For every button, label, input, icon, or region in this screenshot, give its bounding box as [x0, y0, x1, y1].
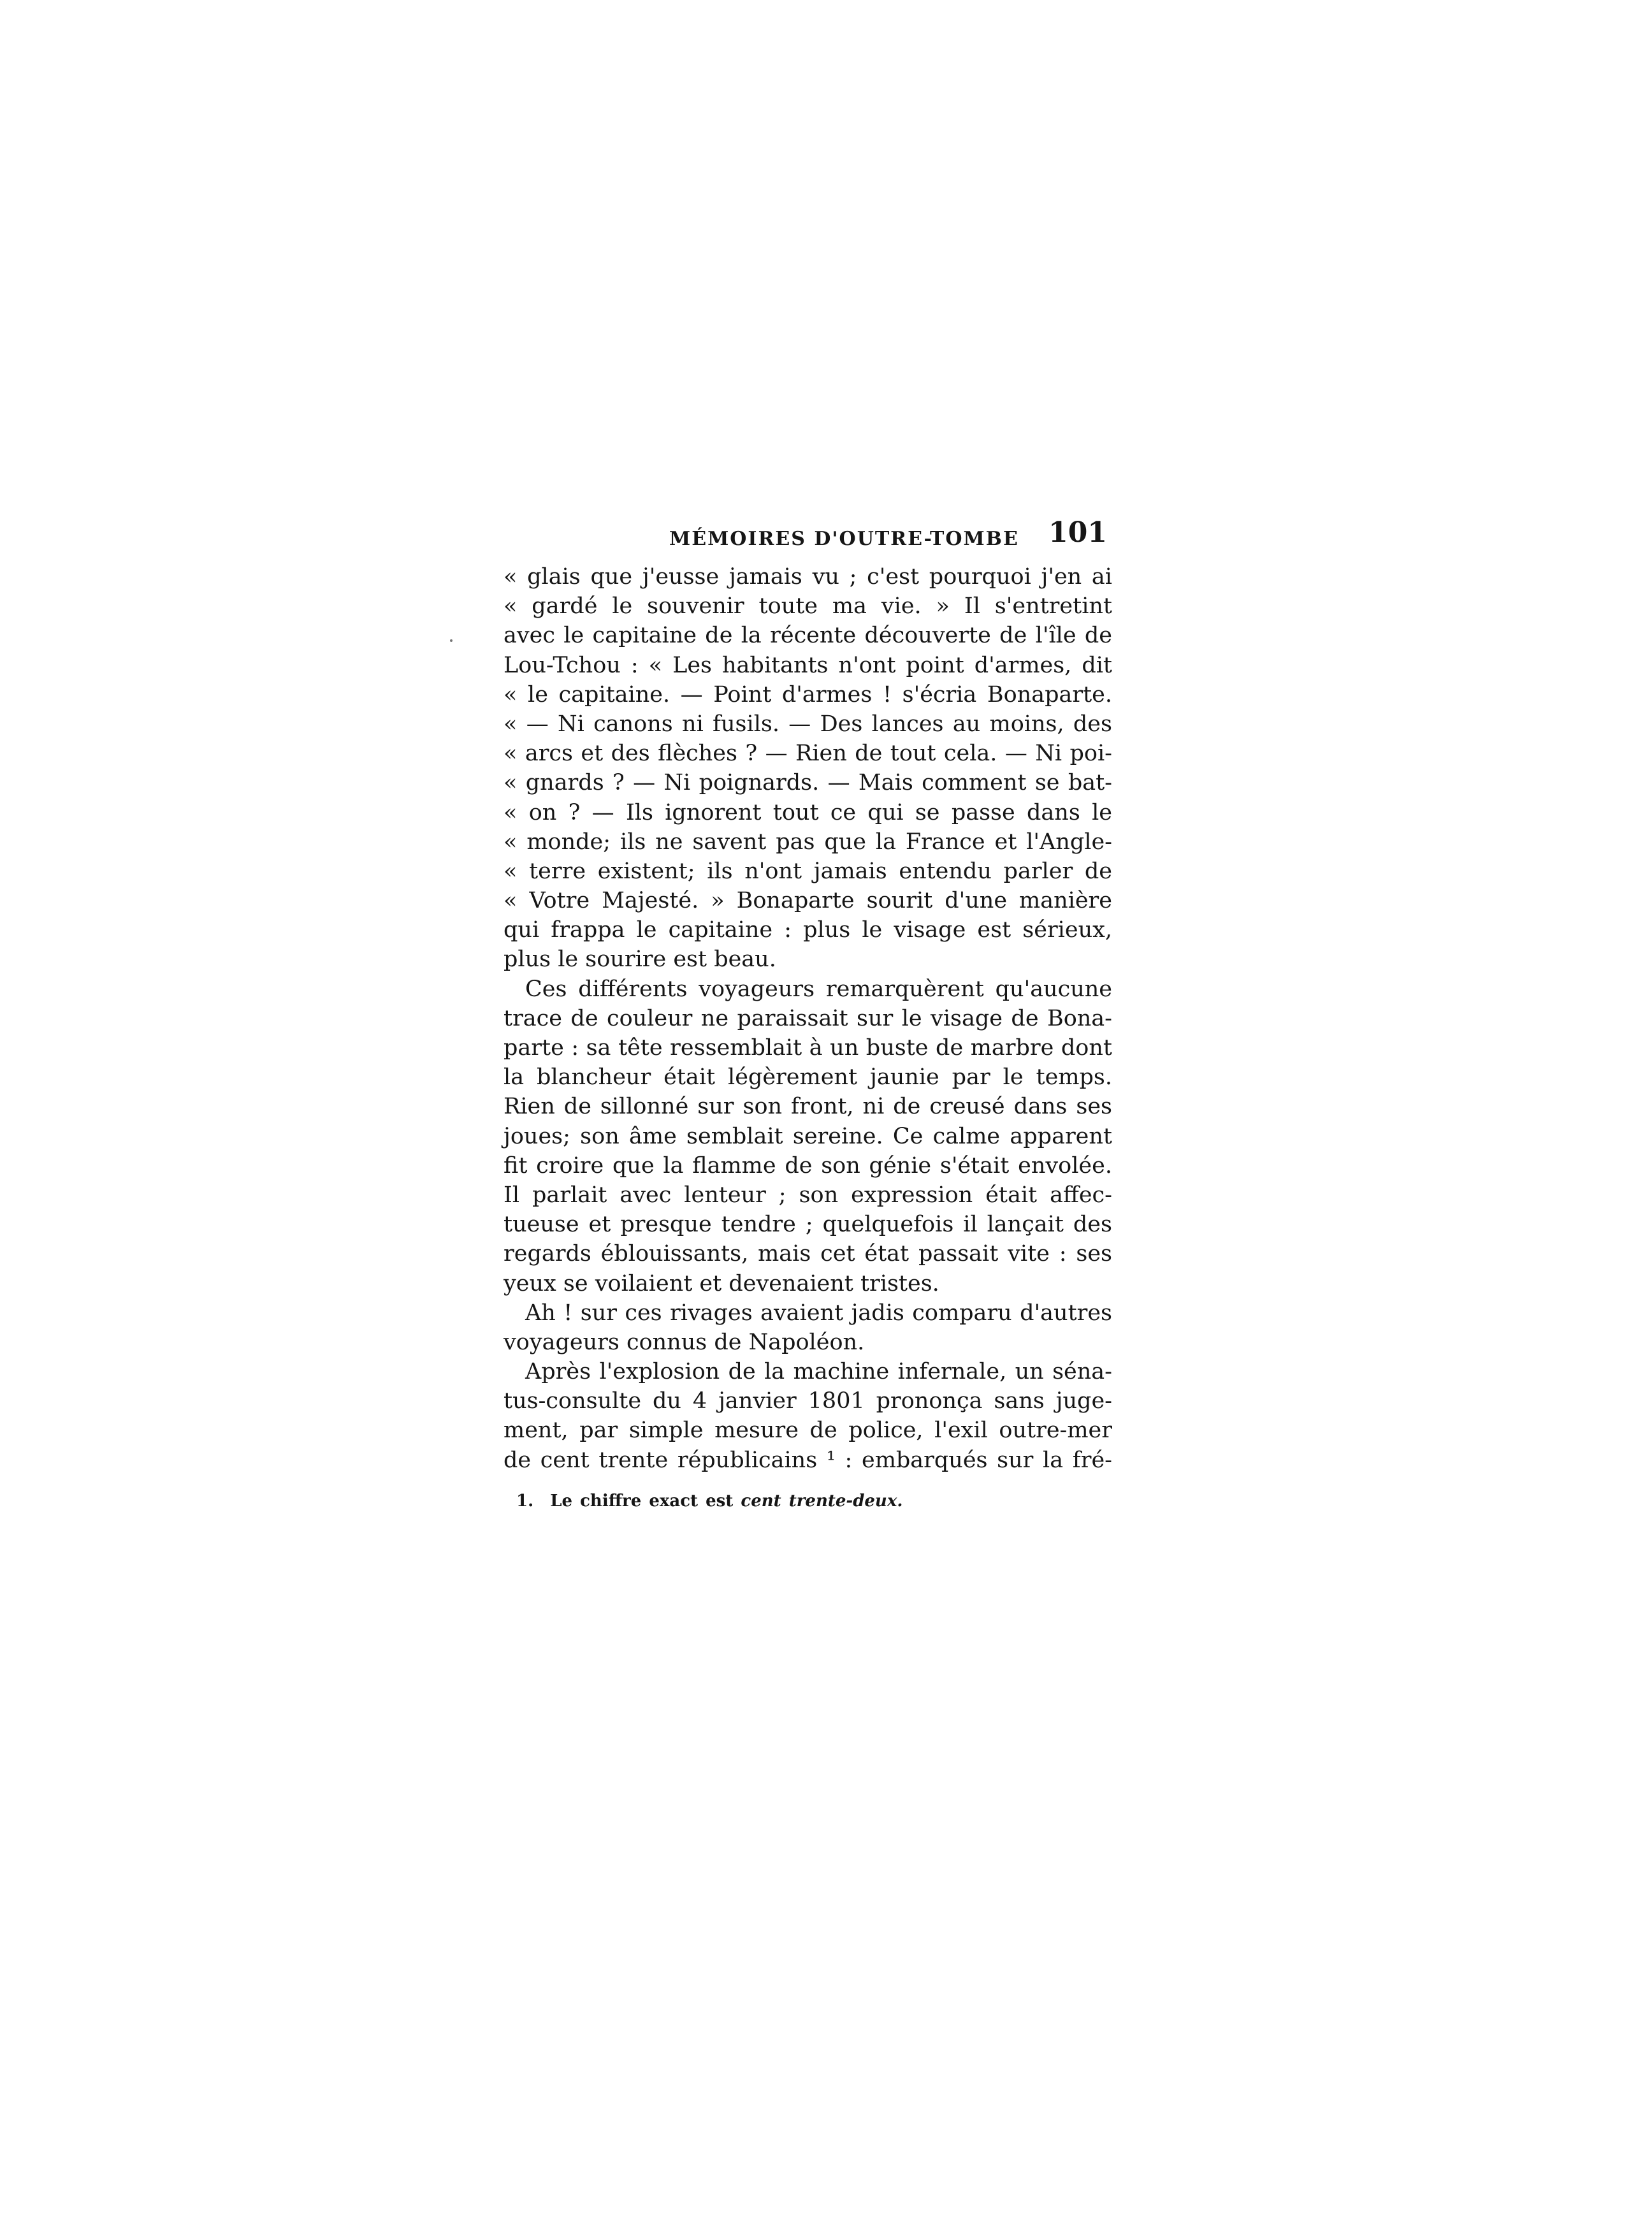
text-line: fit croire que la flamme de son génie s'était envolée.	[504, 1152, 1112, 1179]
margin-mark	[450, 639, 453, 642]
text-line: de cent trente républicains ¹ : embarqués sur la fré-	[504, 1447, 1112, 1473]
page-number: 101	[1048, 516, 1107, 549]
text-line: « on ? — Ils ignorent tout ce qui se passe dans le	[504, 799, 1112, 825]
text-line: joues; son âme semblait sereine. Ce calme apparent	[504, 1123, 1112, 1149]
text-line: « terre existent; ils n'ont jamais entendu parler de	[504, 858, 1112, 884]
footnote-emphasis: cent trente-deux.	[741, 1492, 903, 1511]
text-line: Rien de sillonné sur son front, ni de creusé dans ses	[504, 1094, 1112, 1120]
text-line: avec le capitaine de la récente découverte de l'île de	[504, 623, 1112, 649]
text-line: « monde; ils ne savent pas que la France et l'Angle-	[504, 829, 1112, 855]
text-line: plus le sourire est beau.	[504, 947, 776, 973]
text-line: la blancheur était légèrement jaunie par le temps.	[504, 1064, 1112, 1091]
body-text	[504, 562, 1112, 1475]
text-line: « le capitaine. — Point d'armes ! s'écria Bonaparte.	[504, 681, 1112, 708]
text-line: regards éblouissants, mais cet état passait vite : ses	[504, 1241, 1112, 1267]
text-line: Ah ! sur ces rivages avaient jadis comparu d'autres	[525, 1300, 1112, 1326]
text-line: parte : sa tête ressemblait à un buste de marbre dont	[504, 1035, 1112, 1061]
text-line: « Votre Majesté. » Bonaparte sourit d'une manière	[504, 888, 1112, 914]
page-header	[504, 516, 1112, 555]
paragraph-4	[504, 1357, 1112, 1475]
text-line: tus-consulte du 4 janvier 1801 prononça sans juge-	[504, 1388, 1112, 1414]
text-line: yeux se voilaient et devenaient tristes.	[504, 1270, 939, 1296]
text-line: « — Ni canons ni fusils. — Des lances au moins, des	[504, 711, 1112, 737]
footnote	[516, 1492, 902, 1511]
paragraph-2	[504, 975, 1112, 1298]
text-line: tueuse et presque tendre ; quelquefois il lançait des	[504, 1212, 1112, 1238]
paragraph-3	[504, 1298, 1112, 1357]
text-line: « glais que j'eusse jamais vu ; c'est pourquoi j'en ai	[504, 564, 1112, 590]
running-title: MÉMOIRES D'OUTRE-TOMBE	[669, 528, 1019, 550]
text-line: Il parlait avec lenteur ; son expression était affec-	[504, 1182, 1112, 1208]
text-line: ment, par simple mesure de police, l'exil outre-mer	[504, 1418, 1112, 1444]
text-line: « arcs et des flèches ? — Rien de tout cela. — Ni poi-	[504, 741, 1112, 767]
paragraph-1	[504, 562, 1112, 975]
text-line: trace de couleur ne paraissait sur le visage de Bona-	[504, 1005, 1112, 1031]
text-line: voyageurs connus de Napoléon.	[504, 1329, 865, 1355]
footnote-number: 1.	[516, 1492, 534, 1511]
text-line: qui frappa le capitaine : plus le visage est sérieux,	[504, 917, 1112, 943]
footnote-text: Le chiffre exact est	[550, 1492, 734, 1511]
text-line: Lou-Tchou : « Les habitants n'ont point d'armes, dit	[504, 652, 1112, 678]
text-line: « gnards ? — Ni poignards. — Mais comment se bat-	[504, 770, 1112, 796]
text-line: « gardé le souvenir toute ma vie. » Il s'entretint	[504, 593, 1112, 620]
text-line: Après l'explosion de la machine infernale, un séna-	[525, 1359, 1112, 1385]
text-line: Ces différents voyageurs remarquèrent qu'aucune	[525, 976, 1112, 1002]
